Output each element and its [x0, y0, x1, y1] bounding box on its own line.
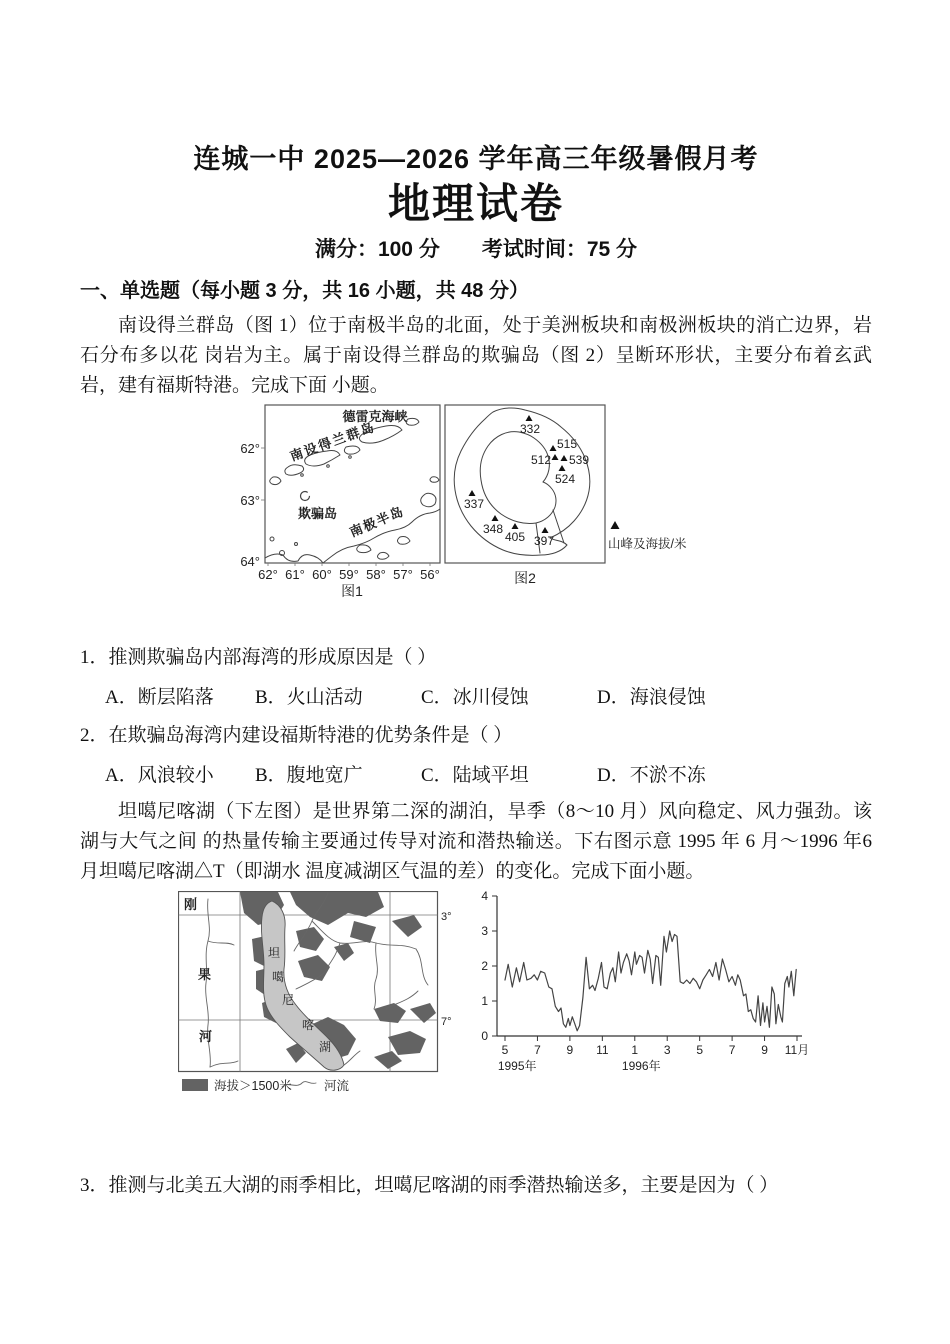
- figure2-legend-label: 山峰及海拔/米: [608, 536, 687, 551]
- river: [374, 943, 377, 1009]
- x-tick-label: 5: [696, 1042, 704, 1057]
- figure-block-tanganyika: [80, 891, 872, 1099]
- lake-char: 喀: [302, 1017, 315, 1032]
- island-shape: [406, 418, 419, 425]
- island-shape: [344, 446, 360, 454]
- passage-1: 南设得兰群岛（图 1）位于南极半岛的北面，处于美洲板块和南极洲板块的消亡边界，岩石分布多以花 岗岩为主。属于南设得兰群岛的欺骗岛（图 2）呈断环形状，主要分布着玄武岩，建有福斯特港。完成下面 小题。: [80, 314, 872, 396]
- peak-icon: [526, 415, 533, 421]
- page-title: 地理试卷: [387, 180, 564, 228]
- peak-icon: [492, 515, 499, 521]
- peak-elevation: 539: [569, 452, 590, 467]
- map-lat-label: 7°: [441, 1015, 452, 1028]
- option-a: A．断层陷落: [105, 686, 214, 708]
- river: [208, 941, 234, 945]
- peak-elevation: 512: [530, 452, 551, 467]
- islet-dot: [349, 456, 352, 459]
- lake-char: 噶: [272, 969, 285, 984]
- lake-char: 湖: [319, 1039, 332, 1054]
- lat-label: 63°: [240, 492, 260, 508]
- islet-dot: [327, 465, 330, 468]
- x-tick-label: 7: [728, 1042, 736, 1057]
- y-tick-label: 3: [481, 923, 488, 938]
- x-tick-label: 11月: [784, 1042, 810, 1057]
- y-tick-label: 1: [481, 993, 488, 1008]
- river-legend-label: 河流: [324, 1078, 350, 1093]
- peak-icon: [561, 455, 568, 461]
- y-tick-label: 2: [481, 958, 488, 973]
- highland-area: [290, 892, 384, 925]
- island-shape: [421, 493, 436, 507]
- highland-area: [334, 943, 354, 961]
- lon-label: 57°: [393, 566, 413, 582]
- islet-dot: [301, 474, 304, 477]
- question-2: 2．在欺骗岛海湾内建设福斯特港的优势条件是（ ）: [80, 724, 513, 746]
- lon-label: 60°: [312, 566, 332, 582]
- figure2-map: [443, 403, 723, 601]
- year-label: 1996年: [621, 1058, 661, 1073]
- elevation-legend-swatch: [182, 1079, 208, 1091]
- exam-header: 连城一中 2025—2026 学年高三年级暑假月考: [193, 144, 759, 174]
- option-a: A．风浪较小: [105, 764, 214, 786]
- river: [416, 949, 428, 985]
- question-2-options: [105, 761, 872, 791]
- x-tick-label: 1: [631, 1042, 639, 1057]
- lon-label: 59°: [339, 566, 359, 582]
- peninsula-label: 南极半岛: [347, 503, 407, 540]
- x-tick-label: 5: [501, 1042, 509, 1057]
- delta-t-series-line: [505, 931, 796, 1031]
- figure1-map: [240, 403, 455, 601]
- strait-label: 德雷克海峡: [342, 408, 408, 424]
- peak-elevation: 515: [557, 436, 578, 451]
- peak-icon: [552, 454, 559, 460]
- peak-icon: [512, 523, 519, 529]
- x-tick-label: 3: [663, 1042, 671, 1057]
- river: [386, 991, 418, 1009]
- highland-area: [298, 955, 330, 981]
- highland-area: [392, 915, 422, 937]
- x-tick-label: 7: [534, 1042, 541, 1057]
- congo-char: 果: [198, 966, 212, 982]
- lon-label: 62°: [258, 566, 278, 582]
- option-b: B．腹地宽广: [255, 764, 363, 786]
- peak-elevation: 397: [533, 533, 555, 548]
- delta-t-chart: [460, 891, 830, 1091]
- peak-icon: [550, 445, 557, 451]
- x-tick-label: 11: [596, 1042, 609, 1057]
- island-shape: [378, 552, 390, 559]
- question-1: 1．推测欺骗岛内部海湾的形成原因是（ ）: [80, 646, 437, 668]
- lat-label: 62°: [240, 440, 260, 456]
- island-shape: [357, 545, 371, 553]
- option-d: D．不淤不冻: [597, 764, 706, 786]
- bay-entrance: [553, 510, 564, 543]
- figure2-caption: 图2: [514, 569, 536, 586]
- peak-elevation: 332: [519, 421, 541, 436]
- highland-area: [388, 1031, 426, 1055]
- lake-char: 尼: [282, 992, 295, 1007]
- x-tick-label: 9: [761, 1042, 768, 1057]
- figure1-caption: 图1: [341, 582, 363, 599]
- y-tick-label: 4: [481, 890, 488, 903]
- option-b: B．火山活动: [255, 686, 363, 708]
- deception-island-ring: [301, 491, 310, 500]
- tanganyika-map: [178, 891, 456, 1099]
- option-c: C．陆域平坦: [421, 764, 529, 786]
- island-shape: [430, 477, 439, 482]
- lat-label: 64°: [240, 553, 260, 569]
- year-label: 1995年: [497, 1058, 537, 1073]
- congo-char: 刚: [184, 896, 198, 912]
- peak-elevation: 524: [554, 471, 576, 486]
- island-shape: [270, 477, 281, 485]
- deception-island-label: 欺骗岛: [298, 505, 338, 521]
- peak-icon: [542, 527, 549, 533]
- peak-elevation: 405: [504, 529, 526, 544]
- lon-label: 56°: [420, 566, 440, 582]
- option-d: D．海浪侵蚀: [597, 686, 706, 708]
- peak-legend-icon: [611, 521, 620, 529]
- inner-bay-outline: [480, 431, 556, 523]
- lake-char: 坦: [268, 945, 281, 960]
- passage-2: 坦噶尼喀湖（下左图）是世界第二深的湖泊，旱季（8～10 月）风向稳定、风力强劲。该湖与大气之间 的热量传输主要通过传导对流和潜热输送。下右图示意 1995 年 6 月～1996 年6 月坦噶尼喀湖△T（即湖水 温度减湖区气温的差）的变化。完成下面小题。: [80, 800, 872, 882]
- peak-elevation: 337: [463, 496, 485, 511]
- highland-area: [350, 921, 376, 943]
- exam-meta: 满分：100 分 考试时间：75 分: [314, 238, 638, 262]
- islet-dot: [270, 537, 274, 541]
- congo-char: 河: [199, 1028, 213, 1044]
- y-tick-label: 0: [481, 1028, 488, 1043]
- peak-icon: [559, 465, 566, 471]
- highland-area: [296, 927, 324, 951]
- map-lat-label: 3°: [441, 910, 452, 923]
- section-heading: 一、单选题（每小题 3 分，共 16 小题，共 48 分）: [80, 279, 529, 302]
- x-tick-label: 9: [566, 1042, 574, 1057]
- figure-block-shetland: [80, 403, 872, 601]
- peak-elevation: 348: [482, 521, 504, 536]
- lon-label: 61°: [285, 566, 305, 582]
- option-c: C．冰川侵蚀: [421, 686, 529, 708]
- lon-label: 58°: [366, 566, 386, 582]
- islet-dot: [295, 542, 298, 545]
- island-shape: [398, 536, 411, 544]
- river: [210, 1061, 238, 1067]
- question-1-options: [105, 683, 872, 713]
- elevation-legend-label: 海拔＞1500米: [214, 1078, 292, 1093]
- peak-icon: [469, 490, 476, 496]
- shetland-islands-label: 南设得兰群岛: [287, 418, 378, 464]
- question-3: 3．推测与北美五大湖的雨季相比，坦噶尼喀湖的雨季潜热输送多，主要是因为（ ）: [80, 1174, 779, 1196]
